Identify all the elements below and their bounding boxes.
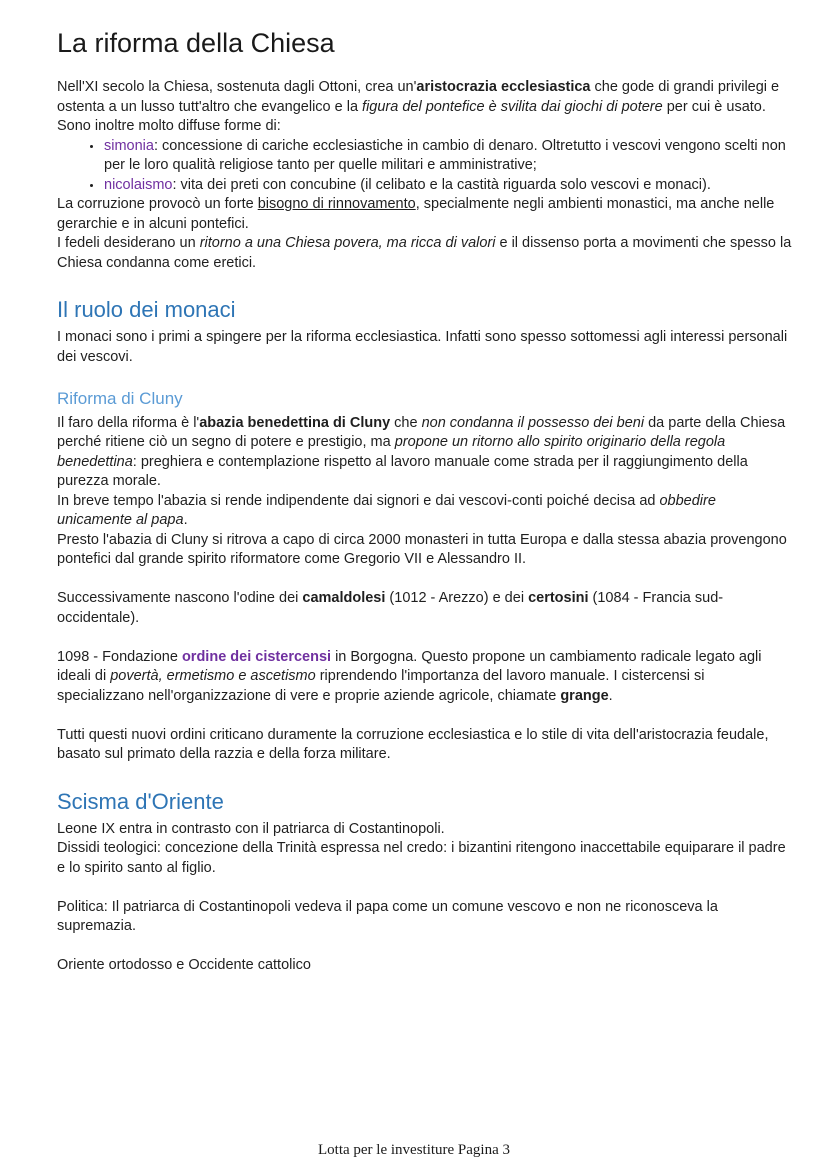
text-run: propone un ritorno allo spirito originario della regola benedettina: [57, 434, 726, 470]
paragraph: [57, 78, 794, 117]
text-run: ordine dei cistercensi: [181, 648, 332, 665]
text-run: Tutti questi nuovi ordini criticano duramente la corruzione ecclesiastica e lo stile di vita dell'aristocrazia feudale, basato sul primato della razzia e della forza militare.: [57, 726, 769, 762]
text-run: : preghiera e contemplazione rispetto al lavoro manuale come strada per il raggiungimento della purezza morale.: [57, 453, 748, 489]
paragraph: [57, 234, 794, 273]
text-run: non condanna il possesso dei beni: [421, 414, 645, 431]
section-heading: [57, 297, 794, 323]
text-run: 1098 - Fondazione: [57, 648, 182, 665]
page-title: La riforma della Chiesa: [57, 28, 335, 58]
paragraph: [57, 839, 794, 878]
page-footer: Lotta per le investiture Pagina 3: [317, 1142, 511, 1158]
blank-line: [57, 878, 794, 898]
paragraph: [57, 195, 794, 234]
paragraph: [57, 492, 794, 531]
bullet-item: [103, 137, 794, 176]
blank-line: [57, 570, 794, 590]
text-run: Il ruolo dei monaci: [57, 297, 236, 322]
text-run: I monaci sono i primi a spingere per la riforma ecclesiastica. Infatti sono spesso sottomessi agli interessi personali dei vescovi.: [57, 329, 788, 365]
paragraph: [57, 726, 794, 765]
text-run: Scisma d'Oriente: [57, 788, 224, 814]
text-run: Il faro della riforma è l': [57, 414, 200, 431]
text-run: Sono inoltre molto diffuse forme di:: [57, 118, 281, 134]
text-run: In breve tempo l'abazia si rende indipendente dai signori e dai vescovi-conti poiché decisa ad: [57, 492, 660, 509]
text-run: (1084 - Francia sud-occidentale).: [57, 590, 724, 626]
text-run: Leone IX entra in contrasto con il patriarca di Costantinopoli.: [57, 820, 445, 837]
blank-line: [57, 706, 794, 726]
paragraph: [57, 414, 794, 492]
subsection-heading: [57, 389, 794, 409]
text-run: che gode di grandi privilegi e ostenta a un lusso tutt'altro che evangelico e la: [57, 79, 780, 115]
paragraph: [57, 531, 794, 570]
text-run: abazia benedettina di Cluny: [199, 414, 391, 431]
text-run: Politica: Il patriarca di Costantinopoli vedeva il papa come un comune vescovo e non ne riconosceva la supremazia.: [57, 898, 718, 934]
bullet-list: [57, 137, 794, 196]
text-run: Presto l'abazia di Cluny si ritrova a capo di circa 2000 monasteri in tutta Europa e dalla stessa abazia provengono pontefici dal grande spirito riformatore come Gregorio VII e Alessandro II.: [57, 531, 787, 567]
blank-line: [57, 628, 794, 648]
paragraph: [57, 117, 794, 137]
document-body: [57, 28, 794, 976]
paragraph: [57, 589, 794, 628]
text-run: La corruzione provocò un forte: [57, 196, 258, 212]
text-run: Oriente ortodosso e Occidente cattolico: [57, 957, 311, 973]
text-run: simonia: [104, 137, 154, 154]
text-run: Successivamente nascono l'odine dei: [57, 590, 303, 606]
text-run: I fedeli desiderano un: [57, 235, 200, 251]
text-run: Dissidi teologici: concezione della Trinità espressa nel credo: i bizantini ritengono inaccettabile equiparare il padre e lo spirito santo al figlio.: [57, 840, 786, 876]
text-run: per cui è usato.: [662, 98, 766, 115]
paragraph: [57, 648, 794, 707]
paragraph: [57, 328, 794, 367]
text-run: .: [183, 512, 188, 528]
blank-line: [57, 367, 794, 387]
section-heading: [57, 789, 794, 815]
text-run: da parte della Chiesa perché ritiene ciò un segno di potere e prestigio, ma: [57, 414, 786, 450]
text-run: e il dissenso porta a movimenti che spesso la Chiesa condanna come eretici.: [57, 235, 792, 271]
paragraph: [57, 898, 794, 937]
text-run: grange: [560, 687, 609, 704]
text-run: povertà, ermetismo e ascetismo: [110, 668, 316, 684]
text-run: figura del pontefice è svilita dai giochi di potere: [362, 98, 663, 115]
text-run: , specialmente negli ambienti monastici, ma anche nelle gerarchie e in alcuni pontefici.: [57, 196, 775, 232]
text-run: che: [390, 414, 422, 431]
bullet-item: [103, 176, 794, 196]
text-run: Nell'XI secolo la Chiesa, sostenuta dagli Ottoni, crea un': [57, 79, 417, 95]
text-run: : vita dei preti con concubine (il celibato e la castità riguarda solo vescovi e monaci).: [172, 176, 711, 193]
text-run: aristocrazia ecclesiastica: [416, 79, 591, 95]
text-run: .: [608, 687, 613, 704]
blank-line: [57, 937, 794, 957]
text-run: Riforma di Cluny: [57, 388, 183, 408]
text-run: bisogno di rinnovamento: [257, 196, 416, 212]
paragraph: [57, 956, 794, 976]
text-run: : concessione di cariche ecclesiastiche in cambio di denaro. Oltretutto i vescovi vengono scelti non per le loro qualità religiose tanto per quelle militari e amministrative;: [104, 137, 786, 173]
text-run: obbedire unicamente al papa: [57, 492, 716, 528]
text-run: riprendendo l'importanza del lavoro manuale. I cistercensi si specializzano nell'organizzazione di vere e proprie aziende agricole, chiamate: [57, 668, 705, 704]
text-run: certosini: [528, 590, 589, 606]
paragraph: [57, 820, 794, 840]
text-run: camaldolesi: [302, 590, 386, 606]
text-run: (1012 - Arezzo) e dei: [385, 590, 529, 606]
text-run: in Borgogna. Questo propone un cambiamento radicale legato agli ideali di: [57, 648, 762, 684]
text-run: nicolaismo: [104, 176, 173, 193]
text-run: ritorno a una Chiesa povera, ma ricca di valori: [199, 235, 496, 251]
